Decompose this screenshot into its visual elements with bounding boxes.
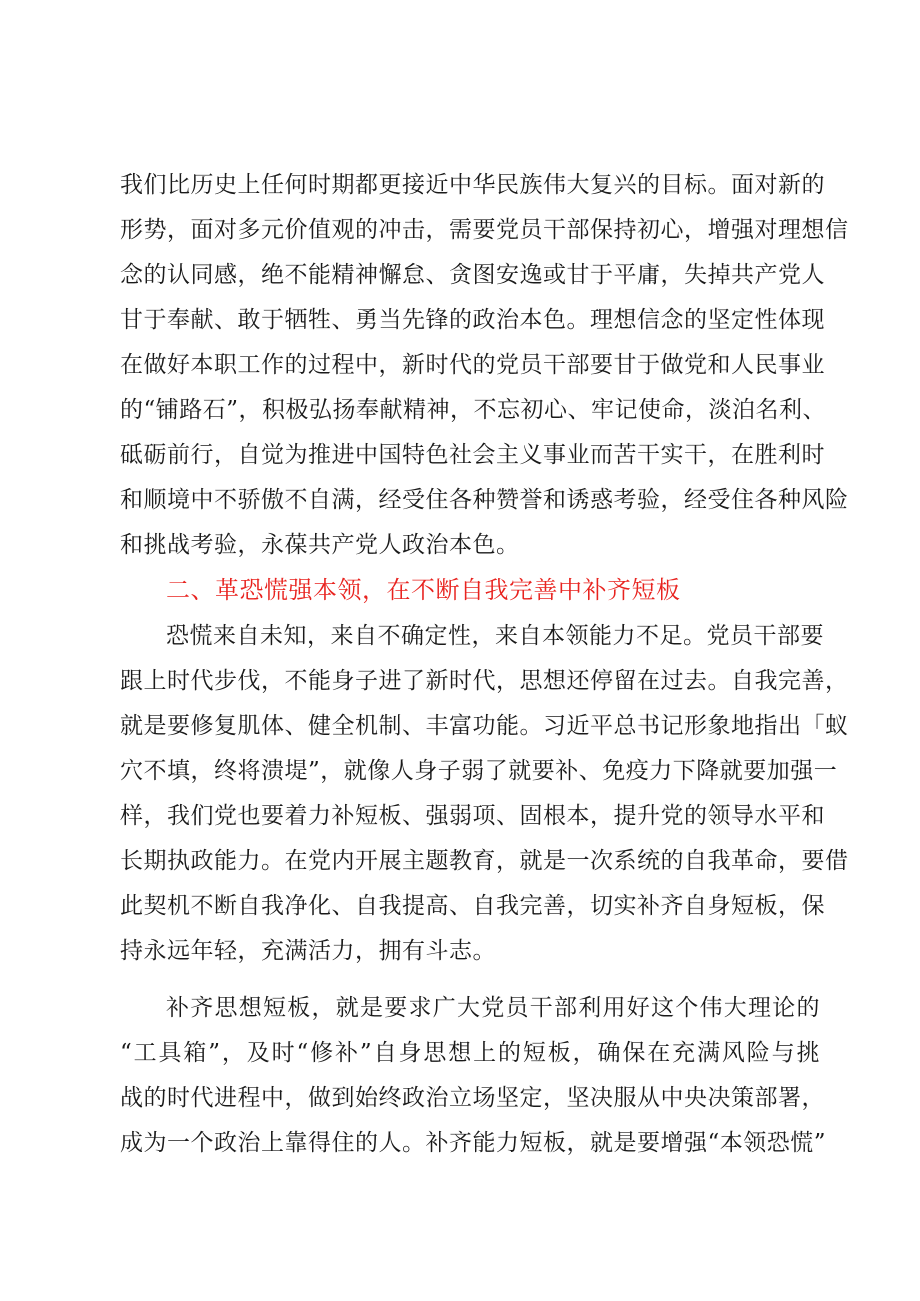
paragraph-1-line-1: 我们比历史上任何时期都更接近中华民族伟大复兴的目标。面对新的 xyxy=(120,172,825,198)
paragraph-2-line-4: 穴不填，终将溃堤”，就像人身子弱了就要补、免疫力下降就要加强一 xyxy=(120,758,838,784)
paragraph-1-line-8: 和顺境中不骄傲不自满，经受住各种赞誉和诱惑考验，经受住各种风险 xyxy=(120,487,849,513)
paragraph-1-line-7: 砥砺前行，自觉为推进中国特色社会主义事业而苦干实干，在胜利时 xyxy=(120,442,825,468)
paragraph-2-line-2: 跟上时代步伐，不能身子进了新时代，思想还停留在过去。自我完善， xyxy=(120,668,849,694)
paragraph-3-line-4: 成为一个政治上靠得住的人。补齐能力短板，就是要增强“本领恐慌” xyxy=(120,1130,827,1156)
paragraph-2-line-7: 此契机不断自我净化、自我提高、自我完善，切实补齐自身短板，保 xyxy=(120,893,825,919)
paragraph-1-line-9: 和挑战考验，永葆共产党人政治本色。 xyxy=(120,532,520,558)
paragraph-1-line-5: 在做好本职工作的过程中，新时代的党员干部要甘于做党和人民事业 xyxy=(120,352,825,378)
paragraph-1-line-4: 甘于奉献、敢于牺牲、勇当先锋的政治本色。理想信念的坚定性体现 xyxy=(120,307,825,333)
paragraph-1-line-6: 的“铺路石”，积极弘扬奉献精神，不忘初心、牢记使命，淡泊名利、 xyxy=(120,397,827,423)
paragraph-1-line-3: 念的认同感，绝不能精神懈怠、贪图安逸或甘于平庸，失掉共产党人 xyxy=(120,262,825,288)
paragraph-2-line-5: 样，我们党也要着力补短板、强弱项、固根本，提升党的领导水平和 xyxy=(120,803,825,829)
paragraph-2-line-1: 恐慌来自未知，来自不确定性，来自本领能力不足。党员干部要 xyxy=(166,623,824,649)
section-heading: 二、革恐慌强本领，在不断自我完善中补齐短板 xyxy=(166,576,681,604)
paragraph-3-line-1: 补齐思想短板，就是要求广大党员干部利用好这个伟大理论的 xyxy=(166,995,820,1021)
paragraph-1-line-2: 形势，面对多元价值观的冲击，需要党员干部保持初心，增强对理想信 xyxy=(120,217,849,243)
paragraph-2-line-3: 就是要修复肌体、健全机制、丰富功能。习近平总书记形象地指出「蚁 xyxy=(120,713,849,739)
paragraph-3-line-3: 战的时代进程中，做到始终政治立场坚定，坚决服从中央决策部署， xyxy=(120,1085,825,1111)
paragraph-2-line-6: 长期执政能力。在党内开展主题教育，就是一次系统的自我革命，要借 xyxy=(120,848,849,874)
paragraph-3-line-2: “工具箱”，及时“修补”自身思想上的短板，确保在充满风险与挑 xyxy=(120,1040,820,1066)
paragraph-2-line-8: 持永远年轻，充满活力，拥有斗志。 xyxy=(120,938,496,964)
